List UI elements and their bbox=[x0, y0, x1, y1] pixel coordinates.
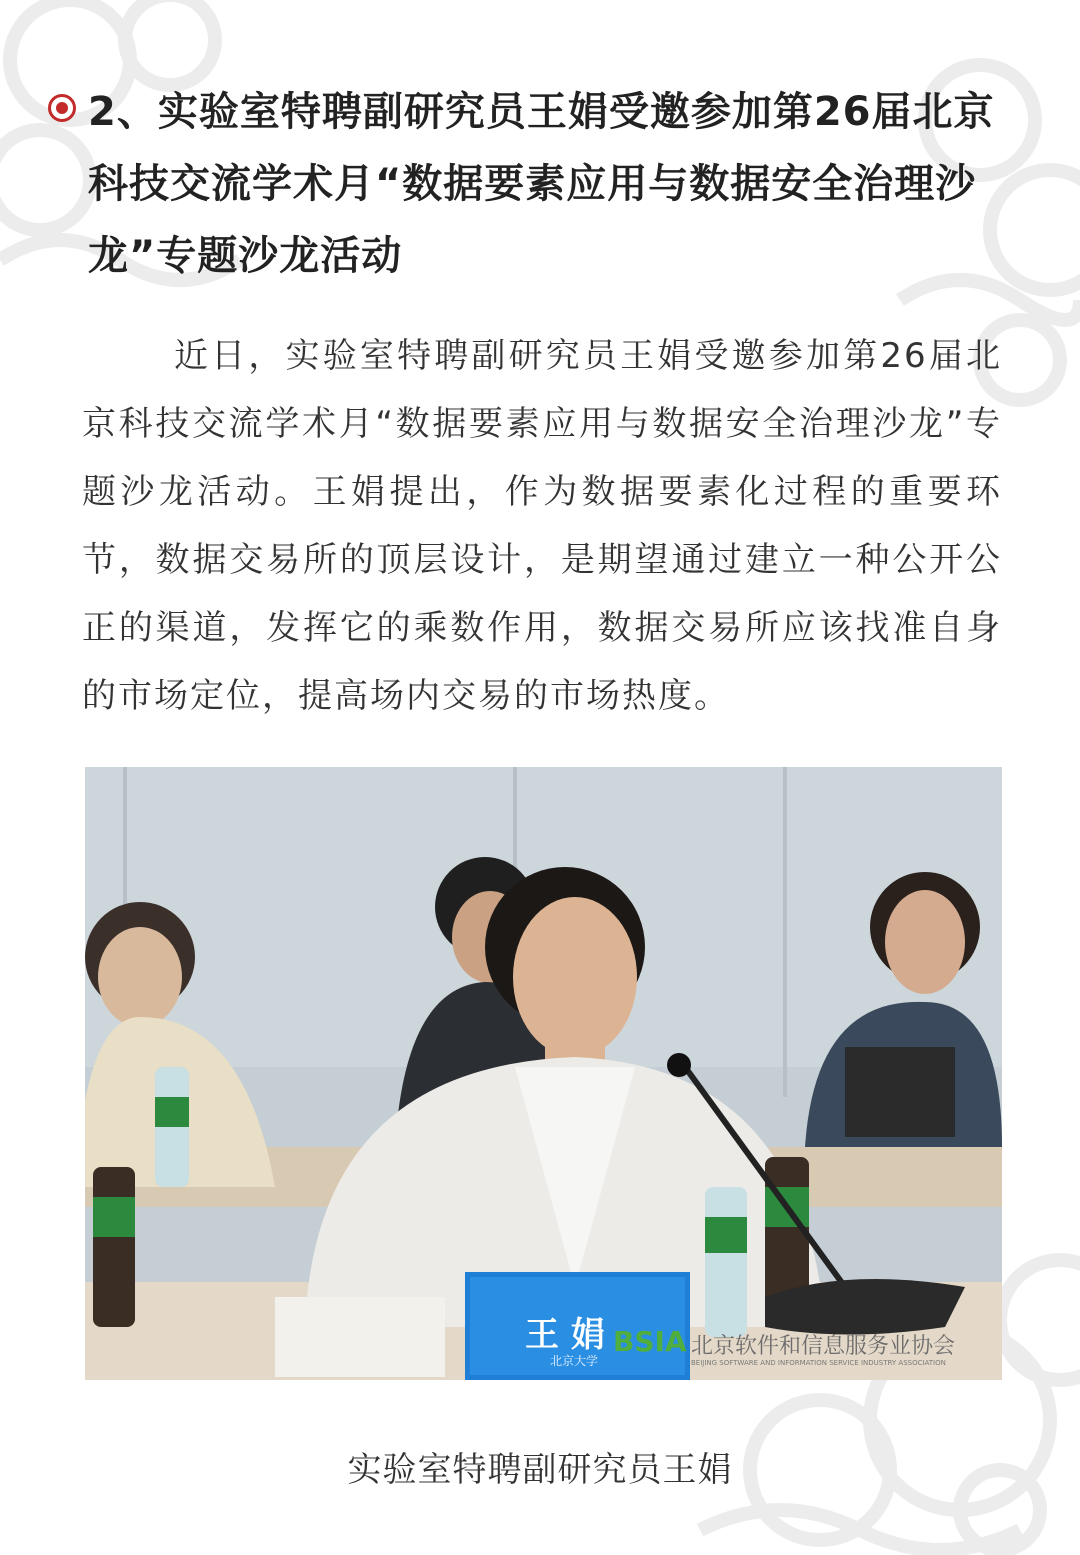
watermark-name-cn: 北京软件和信息服务业协会 bbox=[691, 1334, 956, 1359]
photo-caption: 实验室特聘副研究员王娟 bbox=[347, 1450, 733, 1490]
section-title: 2、实验室特聘副研究员王娟受邀参加第26届北京科技交流学术月“数据要素应用与数据安全治理沙龙”专题沙龙活动 bbox=[88, 89, 995, 279]
event-photo bbox=[85, 767, 1002, 1380]
watermark-name-en: BEIJING SOFTWARE AND INFORMATION SERVICE INDUSTRY ASSOCIATION bbox=[691, 1359, 946, 1367]
photo-illustration bbox=[85, 767, 1002, 1380]
nameplate-affiliation: 北京大学 bbox=[550, 1354, 599, 1368]
section-heading-block bbox=[48, 76, 1008, 292]
red-target-bullet-icon bbox=[48, 94, 76, 122]
watermark-logo: BSIA bbox=[613, 1325, 687, 1358]
article-paragraph: 近日，实验室特聘副研究员王娟受邀参加第26届北京科技交流学术月“数据要素应用与数据安全治理沙龙”专题沙龙活动。王娟提出，作为数据要素化过程的重要环节，数据交易所的顶层设计，是期望通过建立一种公开公正的渠道，发挥它的乘数作用，数据交易所应该找准自身的市场定位，提高场内交易的市场热度。 bbox=[82, 336, 1002, 716]
nameplate-name: 王 娟 bbox=[525, 1315, 605, 1355]
